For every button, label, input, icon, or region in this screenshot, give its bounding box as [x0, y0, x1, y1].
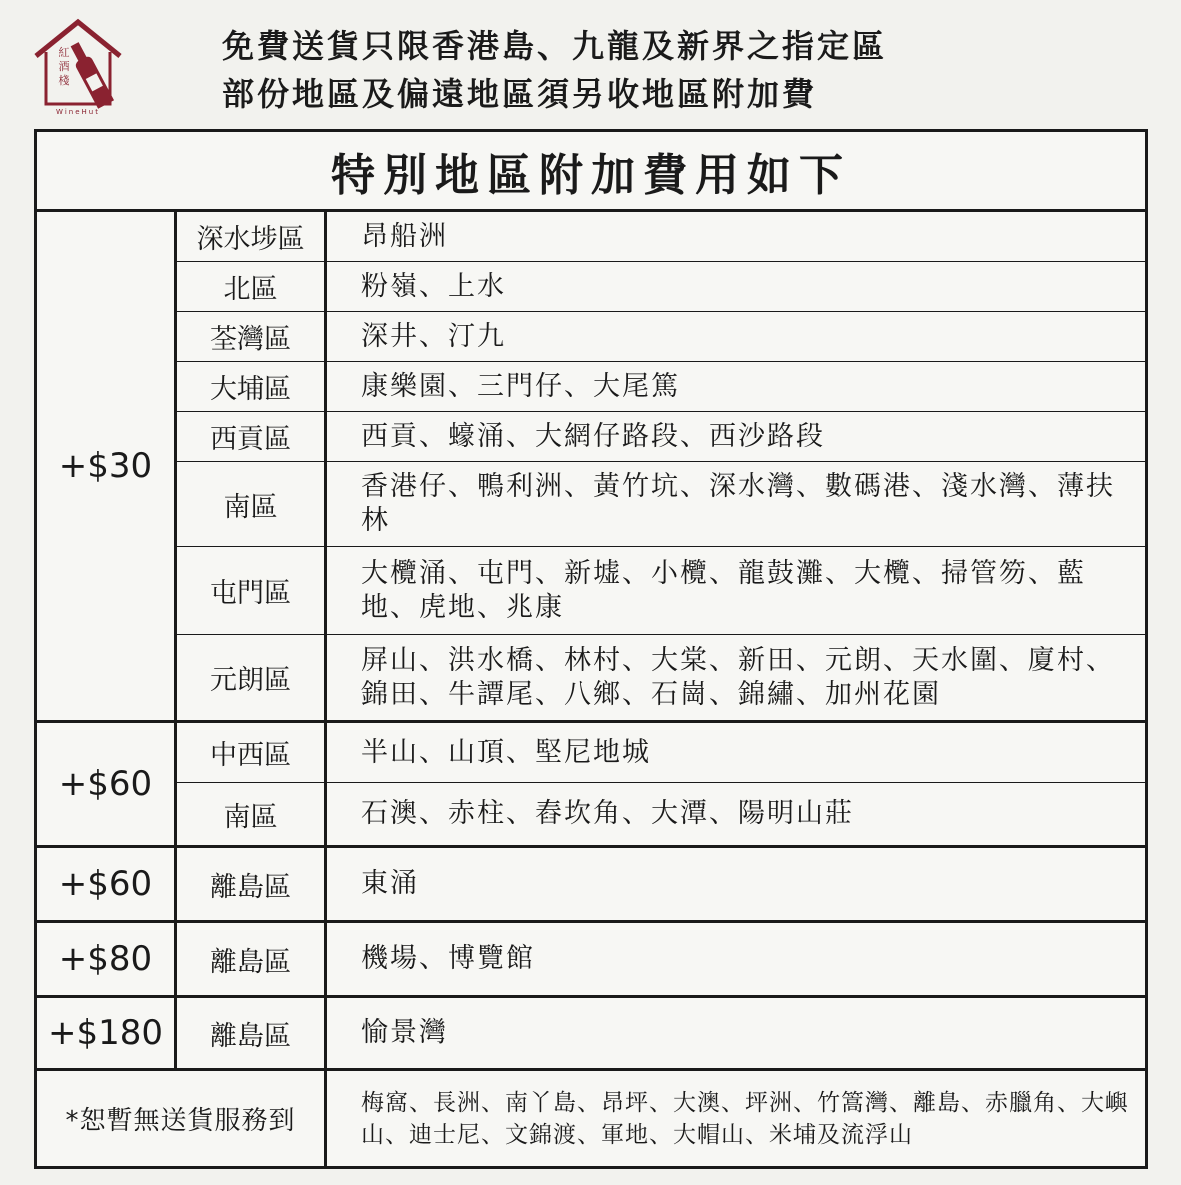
table-row	[177, 783, 1145, 845]
fee-amount: +$80	[37, 923, 177, 995]
area-list: 大欖涌、屯門、新墟、小欖、龍鼓灘、大欖、掃管笏、藍地、虎地、兆康	[361, 557, 1086, 623]
group-rows	[177, 723, 1145, 845]
district-name: 大埔區	[177, 362, 327, 411]
area-list: 康樂園、三門仔、大尾篤	[361, 370, 680, 402]
no-service-row	[37, 1071, 1145, 1166]
table-row	[177, 462, 1145, 547]
table-row	[177, 312, 1145, 362]
area-list: 石澳、赤柱、舂坎角、大潭、陽明山莊	[361, 798, 854, 829]
fee-group-80	[37, 923, 1145, 998]
area-list: 昂船洲	[361, 220, 448, 252]
no-service-areas: 梅窩、長洲、南丫島、昂坪、大澳、坪洲、竹篙灣、離島、赤臘角、大嶼山、迪士尼、文錦渡、軍地、大帽山、米埔及流浮山	[361, 1089, 1129, 1148]
logo-char: 酒	[58, 60, 70, 73]
group-rows	[177, 212, 1145, 720]
fee-amount: +$30	[37, 212, 177, 720]
district-name: 西貢區	[177, 412, 327, 461]
area-list: 粉嶺、上水	[361, 270, 506, 302]
fee-amount: +$60	[37, 848, 177, 920]
fee-group-60-islands	[37, 848, 1145, 923]
table-row	[177, 635, 1145, 720]
district-name: 北區	[177, 262, 327, 311]
district-name: 屯門區	[177, 547, 327, 634]
no-service-label: *恕暫無送貨服務到	[37, 1071, 327, 1166]
table-title: 特別地區附加費用如下	[37, 132, 1145, 212]
area-list: 西貢、蠔涌、大網仔路段、西沙路段	[361, 420, 825, 452]
area-list: 機場、博覽館	[361, 943, 535, 974]
district-name: 南區	[177, 783, 327, 845]
area-list: 香港仔、鴨利洲、黃竹坑、深水灣、數碼港、淺水灣、薄扶林	[361, 471, 1115, 536]
logo-char: 紅	[58, 46, 70, 59]
area-list: 深井、汀九	[361, 320, 506, 352]
district-name: 荃灣區	[177, 312, 327, 361]
table-row	[177, 723, 1145, 783]
district-name: 元朗區	[177, 635, 327, 720]
logo-char: 棧	[58, 74, 70, 87]
district-name: 離島區	[177, 998, 327, 1068]
logo-title	[44, 46, 84, 88]
area-list: 東涌	[361, 868, 419, 899]
district-name: 深水埗區	[177, 212, 327, 261]
surcharge-table	[34, 129, 1148, 1169]
table-row	[177, 848, 1145, 920]
area-list: 愉景灣	[361, 1017, 448, 1048]
group-rows	[177, 848, 1145, 920]
fee-group-30	[37, 212, 1145, 723]
area-list: 屏山、洪水橋、林村、大棠、新田、元朗、天水圍、廈村、錦田、牛譚尾、八鄉、石崗、錦繡、加州花園	[361, 644, 1115, 710]
district-name: 離島區	[177, 923, 327, 995]
logo-subtitle: WineHut	[56, 108, 100, 116]
fee-amount: +$180	[37, 998, 177, 1068]
table-row	[177, 212, 1145, 262]
group-rows	[177, 923, 1145, 995]
table-row	[177, 412, 1145, 462]
fee-amount: +$60	[37, 723, 177, 845]
group-rows	[177, 998, 1145, 1068]
header-line-2: 部份地區及偏遠地區須另收地區附加費	[222, 75, 818, 113]
header	[222, 22, 887, 118]
table-row	[177, 547, 1145, 635]
fee-group-180	[37, 998, 1145, 1071]
table-row	[177, 262, 1145, 312]
table-row	[177, 923, 1145, 995]
table-row	[177, 362, 1145, 412]
district-name: 南區	[177, 462, 327, 546]
header-line-1: 免費送貨只限香港島、九龍及新界之指定區	[222, 27, 888, 65]
district-name: 離島區	[177, 848, 327, 920]
area-list: 半山、山頂、堅尼地城	[361, 736, 651, 768]
fee-group-60-hk	[37, 723, 1145, 848]
table-row	[177, 998, 1145, 1068]
district-name: 中西區	[177, 723, 327, 782]
